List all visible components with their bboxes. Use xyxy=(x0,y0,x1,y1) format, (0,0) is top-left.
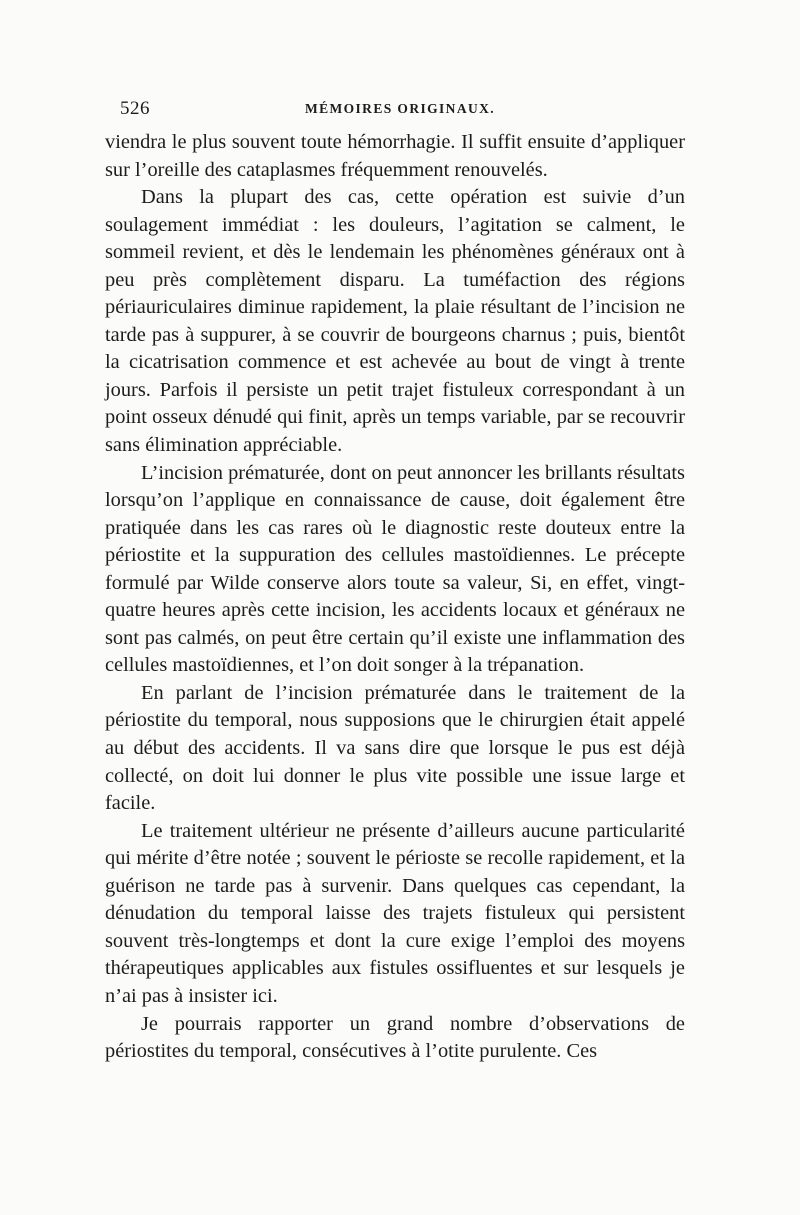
paragraph-observations: Je pourrais rapporter un grand nombre d’observations de périostites du temporal, consécutives à l’otite purulente. Ces xyxy=(105,1012,685,1063)
body-text xyxy=(105,129,685,1066)
paragraph-collected-pus: En parlant de l’incision prématurée dans le traitement de la périostite du temporal, nous supposions que le chirurgien était appelé au début des accidents. Il va sans dire que lorsque le pus est déjà collecté, on doit lui donner le plus vite possible une issue large et facile. xyxy=(105,681,685,815)
running-title: MÉMOIRES ORIGINAUX. xyxy=(304,101,496,116)
page-number: 526 xyxy=(120,98,150,119)
paragraph-premature-incision: L’incision prématurée, dont on peut annoncer les brillants résultats lorsqu’on l’applique en connaissance de cause, doit également être pratiquée dans les cas rares où le diagnostic reste douteux entre la périostite et la suppuration des cellules mastoïdiennes. Le précepte formulé par Wilde conserve alors toute sa valeur, Si, en effet, vingt-quatre heures après cette incision, les accidents locaux et généraux ne sont pas calmés, on peut être certain qu’il existe une inflammation des cellules mastoïdiennes, et l’on doit songer à la trépanation. xyxy=(105,461,685,677)
paragraph-operation-results: Dans la plupart des cas, cette opération est suivie d’un soulagement immédiat : les douleurs, l’agitation se calment, le sommeil revient, et dès le lendemain les phénomènes généraux ont à peu près complètement disparu. La tuméfaction des régions périauriculaires diminue rapidement, la plaie résultant de l’incision ne tarde pas à suppurer, à se couvrir de bourgeons charnus ; puis, bientôt la cicatrisation commence et est achevée au bout de vingt à trente jours. Parfois il persiste un petit trajet fistuleux correspondant à un point osseux dénudé qui finit, après un temps variable, par se recouvrir sans élimination appréciable. xyxy=(105,186,685,457)
paragraph-later-treatment: Le traitement ultérieur ne présente d’ailleurs aucune particularité qui mérite d’être notée ; souvent le périoste se recolle rapidement, et la guérison ne tarde pas à survenir. Dans quelques cas cependant, la dénudation du temporal laisse des trajets fistuleux qui persistent souvent très-longtemps et dont la cure exige l’emploi des moyens thérapeutiques applicables aux fistules ossifluentes et sur lesquels je n’ai pas à insister ici. xyxy=(105,819,685,1007)
page-header xyxy=(120,98,680,126)
paragraph-continuation: viendra le plus souvent toute hémorrhagie. Il suffit ensuite d’appliquer sur l’oreille des cataplasmes fréquemment renouvelés. xyxy=(105,131,685,181)
